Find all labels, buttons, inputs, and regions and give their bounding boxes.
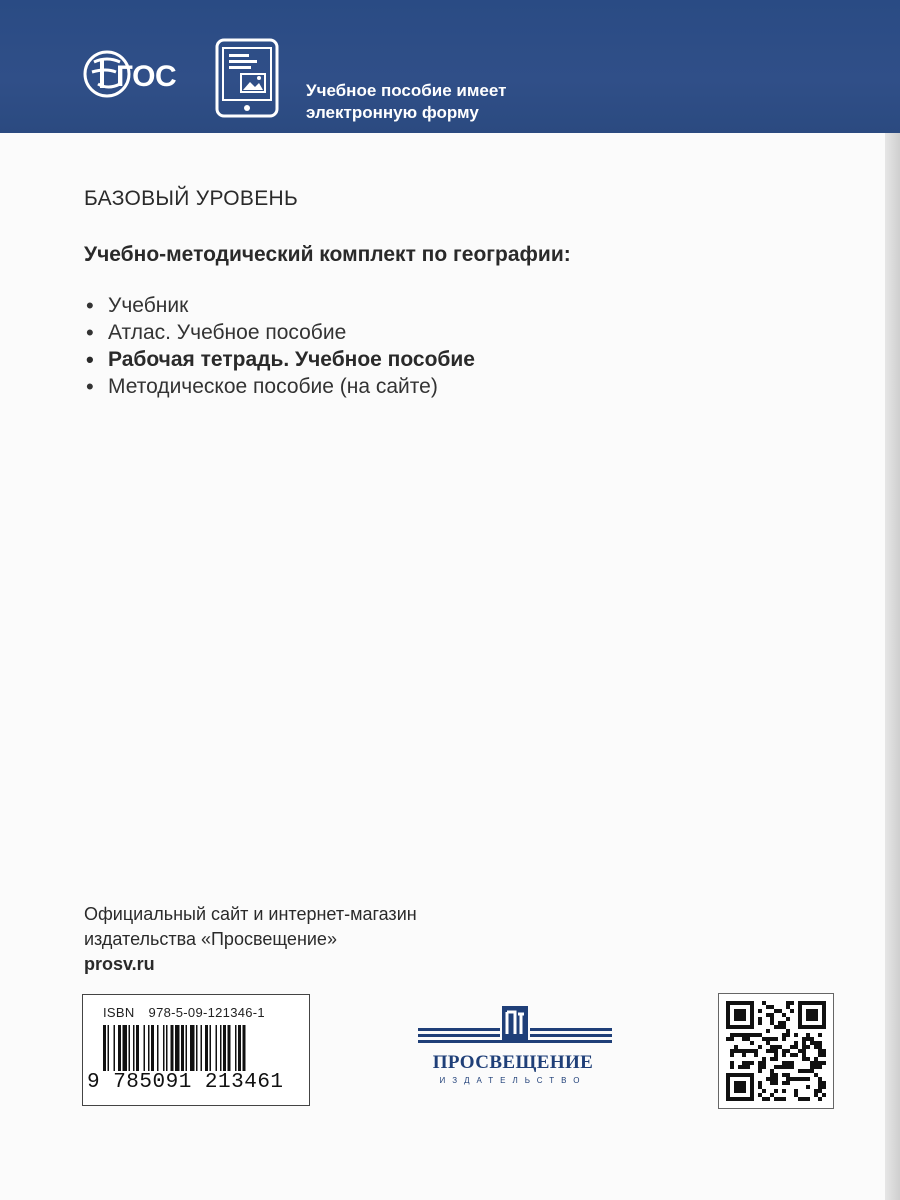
fgos-label: ГОС [116,60,177,93]
barcode-bar [223,1025,226,1071]
qr-module [774,1097,778,1101]
qr-module [782,1073,786,1077]
publisher-site-info [84,902,417,977]
qr-module [738,1033,742,1037]
barcode-bar [243,1025,246,1071]
qr-module [782,1097,786,1101]
barcode-bar [216,1025,218,1071]
qr-module [798,1097,802,1101]
qr-module [782,1025,786,1029]
qr-module [786,1005,790,1009]
barcode-bar [118,1025,121,1071]
qr-module [730,1061,734,1065]
barcode-digits: 9 785091 213461 [87,1071,284,1094]
qr-module [814,1057,818,1061]
qr-module [818,1053,822,1057]
qr-module [766,1037,770,1041]
qr-module [742,1053,746,1057]
qr-finder-center [806,1009,818,1021]
qr-module [790,1065,794,1069]
qr-module [802,1041,806,1045]
qr-module [786,1073,790,1077]
qr-module [794,1077,798,1081]
qr-module [730,1065,734,1069]
publisher-subtitle: ИЗДАТЕЛЬСТВО [439,1076,587,1085]
qr-module [758,1045,762,1049]
qr-module [802,1053,806,1057]
qr-module [794,1089,798,1093]
qr-module [762,1057,766,1061]
qr-module [766,1049,770,1053]
qr-module [814,1073,818,1077]
qr-module [774,1025,778,1029]
qr-module [762,1089,766,1093]
barcode-bar [201,1025,203,1071]
isbn-label: ISBN [103,1005,135,1020]
eform-line-1: Учебное пособие имеет [306,81,507,100]
qr-module [778,1065,782,1069]
kit-item-textbook: • Учебник [84,292,475,319]
qr-module [778,1025,782,1029]
qr-module [778,1009,782,1013]
qr-module [774,1081,778,1085]
qr-module [746,1037,750,1041]
qr-module [758,1069,762,1073]
qr-module [766,1077,770,1081]
barcode-bar [166,1025,168,1071]
qr-module [806,1069,810,1073]
qr-module [818,1089,822,1093]
barcode-bar [196,1025,198,1071]
qr-module [766,1013,770,1017]
qr-module [818,1041,822,1045]
qr-module [758,1065,762,1069]
qr-module [774,1053,778,1057]
qr-module [814,1045,818,1049]
qr-module [818,1061,822,1065]
qr-module [782,1021,786,1025]
qr-module [774,1057,778,1061]
qr-module [766,1041,770,1045]
qr-module [770,1017,774,1021]
qr-module [730,1049,734,1053]
barcode-bar [114,1025,116,1071]
qr-module [730,1037,734,1041]
qr-module [750,1049,754,1053]
qr-module [770,1081,774,1085]
barcode-bar [181,1025,184,1071]
site-line-2: издательства «Просвещение» [84,929,337,949]
qr-module [770,1077,774,1081]
qr-module [770,1073,774,1077]
qr-module [810,1061,814,1065]
qr-module [774,1045,778,1049]
barcode-bar [136,1025,139,1071]
qr-module [738,1049,742,1053]
qr-module [818,1033,822,1037]
qr-module [802,1037,806,1041]
qr-module [730,1053,734,1057]
qr-module [754,1033,758,1037]
qr-module [806,1077,810,1081]
qr-module [790,1077,794,1081]
kit-item-atlas: • Атлас. Учебное пособие [84,319,475,346]
qr-module [786,1001,790,1005]
qr-module [798,1069,802,1073]
qr-module [794,1033,798,1037]
qr-module [822,1085,826,1089]
qr-module [746,1061,750,1065]
qr-module [814,1061,818,1065]
qr-module [810,1037,814,1041]
barcode-bar [228,1025,231,1071]
qr-module [770,1049,774,1053]
qr-module [770,1069,774,1073]
qr-module [810,1069,814,1073]
barcode-bar [238,1025,241,1071]
barcode-bar [235,1025,237,1071]
qr-module [786,1061,790,1065]
qr-finder-center [734,1081,746,1093]
qr-module [794,1041,798,1045]
qr-module [782,1033,786,1037]
isbn-line [103,1005,265,1020]
qr-module [750,1033,754,1037]
barcode-bar [103,1025,106,1071]
barcode-bar [205,1025,208,1071]
qr-module [814,1093,818,1097]
qr-module [758,1093,762,1097]
qr-module [822,1049,826,1053]
qr-module [754,1053,758,1057]
qr-module [730,1033,734,1037]
qr-module [762,1065,766,1069]
qr-module [782,1049,786,1053]
qr-module [806,1085,810,1089]
barcode-bar [108,1025,110,1071]
qr-module [782,1053,786,1057]
qr-module [774,1089,778,1093]
qr-module [778,1021,782,1025]
qr-code-icon [719,994,833,1108]
qr-module [782,1037,786,1041]
qr-module [746,1065,750,1069]
qr-module [790,1001,794,1005]
qr-module [758,1085,762,1089]
qr-module [778,1097,782,1101]
qr-module [802,1057,806,1061]
qr-module [766,1029,770,1033]
qr-module [818,1081,822,1085]
qr-module [802,1077,806,1081]
qr-module [802,1045,806,1049]
qr-module [786,1017,790,1021]
qr-module [822,1081,826,1085]
isbn-number: 978-5-09-121346-1 [148,1005,265,1020]
qr-module [806,1045,810,1049]
qr-module [818,1065,822,1069]
qr-module [810,1065,814,1069]
qr-module [814,1065,818,1069]
barcode-bars [103,1025,293,1071]
qr-module [774,1065,778,1069]
qr-module [802,1097,806,1101]
eform-line-2: электронную форму [306,103,479,122]
qr-module [778,1045,782,1049]
qr-module [770,1021,774,1025]
qr-module [806,1097,810,1101]
qr-module [770,1013,774,1017]
qr-module [758,1017,762,1021]
barcode-bar [171,1025,174,1071]
barcode-bar [129,1025,131,1071]
qr-module [762,1037,766,1041]
qr-module [786,1077,790,1081]
qr-module [758,1033,762,1037]
qr-module [742,1065,746,1069]
qr-module [782,1061,786,1065]
qr-module [822,1061,826,1065]
qr-module [790,1053,794,1057]
barcode-bar [210,1025,212,1071]
qr-module [746,1033,750,1037]
qr-module [786,1065,790,1069]
barcode-bar [123,1025,128,1071]
qr-module [818,1077,822,1081]
qr-module [806,1033,810,1037]
page-edge [885,0,900,1200]
qr-module [774,1049,778,1053]
site-line-1: Официальный сайт и интернет-магазин [84,904,417,924]
qr-module [766,1005,770,1009]
qr-module [754,1049,758,1053]
barcode-bar [157,1025,159,1071]
barcode-bar [144,1025,146,1071]
qr-module [798,1077,802,1081]
qr-module [818,1045,822,1049]
qr-module [794,1093,798,1097]
qr-module [814,1041,818,1045]
barcode-bar [175,1025,180,1071]
site-url-link[interactable]: prosv.ru [84,954,155,974]
qr-module [762,1097,766,1101]
barcode-bar [190,1025,195,1071]
qr-module [738,1065,742,1069]
level-label: БАЗОВЫЙ УРОВЕНЬ [84,187,299,210]
qr-module [758,1009,762,1013]
qr-module [782,1065,786,1069]
qr-module [806,1057,810,1061]
qr-module [790,1009,794,1013]
qr-module [798,1049,802,1053]
qr-module [818,1097,822,1101]
barcode-bar [151,1025,154,1071]
qr-module [782,1013,786,1017]
qr-module [802,1049,806,1053]
kit-item-workbook: • Рабочая тетрадь. Учебное пособие [84,346,475,373]
qr-module [786,1029,790,1033]
qr-module [790,1061,794,1065]
qr-module [806,1037,810,1041]
qr-module [794,1045,798,1049]
qr-module [774,1073,778,1077]
qr-module [822,1053,826,1057]
qr-module [774,1037,778,1041]
qr-module [782,1081,786,1085]
qr-module [782,1089,786,1093]
qr-module [818,1049,822,1053]
kit-list [84,292,475,400]
qr-module [746,1049,750,1053]
qr-module [770,1037,774,1041]
qr-module [802,1069,806,1073]
qr-module [818,1085,822,1089]
qr-module [786,1033,790,1037]
qr-module [734,1033,738,1037]
qr-module [742,1033,746,1037]
qr-module [758,1061,762,1065]
qr-module [742,1037,746,1041]
qr-module [726,1037,730,1041]
barcode-bar [186,1025,188,1071]
qr-module [794,1053,798,1057]
qr-module [734,1045,738,1049]
qr-module [758,1021,762,1025]
kit-title: Учебно-методический комплект по географии: [84,243,571,266]
isbn-barcode [82,994,310,1106]
qr-module [770,1093,774,1097]
electronic-form-note [306,80,506,124]
qr-finder-center [734,1009,746,1021]
barcode-bar [220,1025,222,1071]
qr-module [734,1049,738,1053]
qr-module [770,1005,774,1009]
qr-module [786,1049,790,1053]
publisher-name: ПРОСВЕЩЕНИЕ [432,1052,594,1073]
qr-module [814,1089,818,1093]
qr-module [770,1057,774,1061]
qr-module [774,1009,778,1013]
qr-module [758,1081,762,1085]
qr-module [790,1045,794,1049]
barcode-bar [133,1025,135,1071]
qr-module [762,1001,766,1005]
kit-item-methodical: • Методическое пособие (на сайте) [84,373,475,400]
qr-module [750,1061,754,1065]
qr-module [742,1061,746,1065]
barcode-bar [163,1025,165,1071]
qr-module [742,1049,746,1053]
header-band [0,0,900,133]
qr-module [770,1045,774,1049]
qr-module [762,1061,766,1065]
qr-module [774,1077,778,1081]
tablet-icon [215,38,279,118]
qr-module [810,1041,814,1045]
qr-module [750,1041,754,1045]
qr-module [822,1093,826,1097]
barcode-bar [148,1025,150,1071]
qr-module [786,1081,790,1085]
qr-module [766,1097,770,1101]
qr-code[interactable] [718,993,834,1109]
